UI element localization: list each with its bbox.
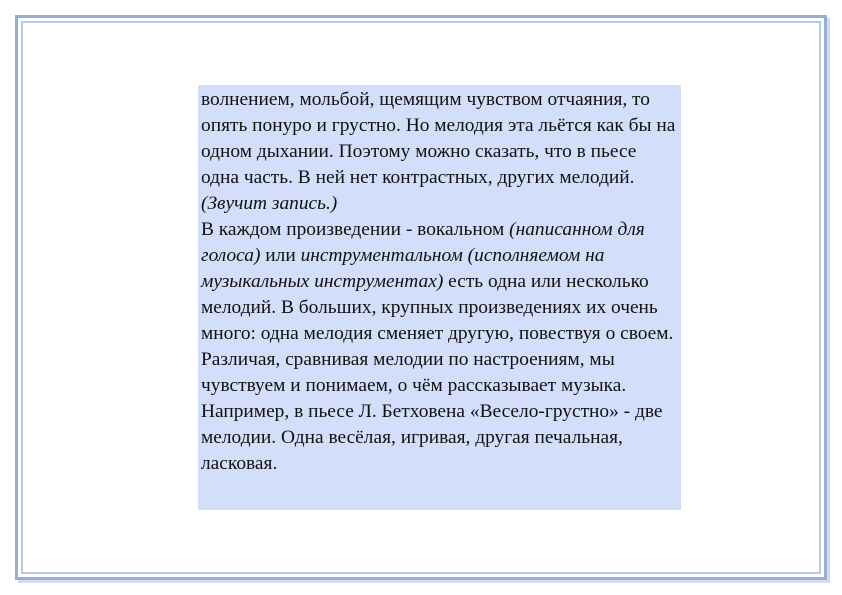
paragraph-2 xyxy=(201,217,679,477)
paragraph-1 xyxy=(201,87,679,217)
paragraph-2-italic-b: инструментальном (исполняемом на музыкальных инструментах) xyxy=(201,245,605,292)
paragraph-1-italic-note: (Звучит запись.) xyxy=(201,193,338,214)
paragraph-2-text-a: В каждом произведении - вокальном xyxy=(201,219,510,240)
paragraph-2-italic-a: (написанном для голоса) xyxy=(201,219,645,266)
paragraph-2-text-c: есть одна или несколько мелодий. В больших, крупных произведениях их очень много: одна мелодия сменяет другую, повествуя о своем. Различая, сравнивая мелодии по настроениям, мы чувствуем и понимаем, о чём рассказывает музыка. Например, в пьесе Л. Бетховена «Весело-грустно» - две мелодии. Одна весёлая, игривая, другая печальная, ласковая. xyxy=(201,271,674,474)
paragraph-2-text-b: или xyxy=(260,245,301,266)
paragraph-1-text: волнением, мольбой, щемящим чувством отчаяния, то опять понуро и грустно. Но мелодия эта льётся как бы на одном дыхании. Поэтому можно сказать, что в пьесе одна часть. В ней нет контрастных, других мелодий. xyxy=(201,89,676,188)
text-block xyxy=(198,85,681,510)
